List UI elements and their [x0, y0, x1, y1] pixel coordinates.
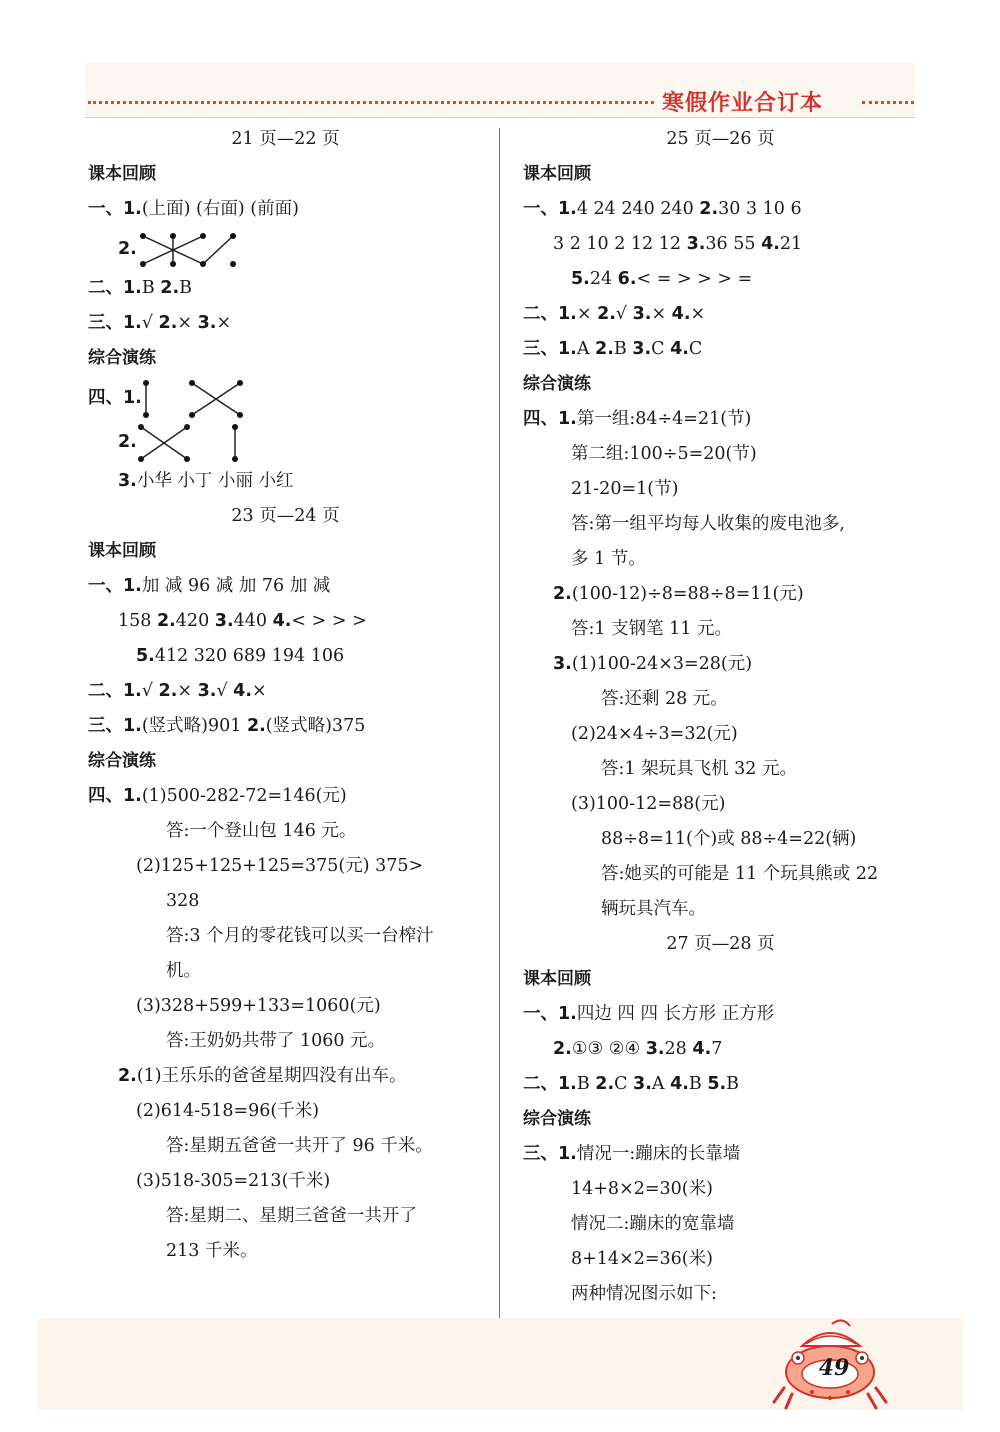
question-number: 4.: [670, 339, 689, 359]
answer-line: [523, 1137, 918, 1172]
answer-text: 答:星期五爸爸一共开了 96 千米。: [166, 1136, 433, 1156]
answer-line: [88, 919, 483, 954]
answer-text: 158: [118, 611, 157, 631]
answer-line: [88, 639, 483, 674]
answer-line: [88, 674, 483, 709]
answer-line: [88, 271, 483, 306]
answer-text: 小华 小丁 小丽 小红: [136, 471, 294, 491]
answer-text: 加 减 96 减 加 76 加 减: [141, 576, 331, 596]
question-number: 二、1.: [523, 304, 577, 324]
answer-text: 36 55: [705, 234, 762, 254]
answer-line: [88, 1094, 483, 1129]
answer-line: [88, 1234, 483, 1269]
answer-line: [88, 849, 483, 884]
answer-text: A: [651, 1074, 671, 1094]
section-heading: 课本回顾: [88, 541, 156, 561]
answer-line: [523, 1172, 918, 1207]
header-dotted-rule-right: [862, 101, 914, 104]
question-number: 三、1.: [523, 339, 577, 359]
answer-line: [523, 577, 918, 612]
answer-line: [523, 1207, 918, 1242]
question-number: 二、1.: [88, 278, 142, 298]
question-number: 3.: [553, 654, 572, 674]
answer-line: [523, 822, 918, 857]
answer-text: B: [613, 339, 633, 359]
answer-text: ×: [576, 304, 598, 324]
answer-text: 两种情况图示如下:: [571, 1284, 717, 1304]
answer-line: [88, 464, 483, 499]
answer-line: [88, 1199, 483, 1234]
question-number: 2.: [595, 1074, 615, 1094]
answer-text: (竖式略)901: [141, 716, 247, 736]
question-number: 3.: [197, 313, 217, 333]
answer-text: (2)24×4÷3=32(元): [571, 724, 738, 744]
answer-line: [88, 1059, 483, 1094]
answer-text: 答:1 架玩具飞机 32 元。: [601, 759, 797, 779]
answer-line: [523, 752, 918, 787]
question-number: 2.: [118, 1066, 137, 1086]
answer-line: [88, 306, 483, 341]
answer-text: √: [141, 313, 159, 333]
answer-text: 答:3 个月的零花钱可以买一台榨汁: [166, 926, 434, 946]
question-number: 2.: [597, 304, 616, 324]
answer-line: [523, 1067, 918, 1102]
question-number: 2.: [160, 278, 180, 298]
answer-text: 辆玩具汽车。: [601, 899, 706, 919]
answer-text: B: [141, 278, 161, 298]
answer-text: 4 24 240 240: [576, 199, 700, 219]
left-column: [88, 122, 483, 1269]
answer-text: (上面) (右面) (前面): [141, 199, 299, 219]
question-number: 3.: [118, 471, 137, 491]
answer-text: < > > >: [291, 611, 367, 631]
answer-line: [523, 1277, 918, 1312]
answer-text: 21: [779, 234, 803, 254]
answer-text: (1)100-24×3=28(元): [571, 654, 753, 674]
question-number: 4.: [761, 234, 780, 254]
answer-text: 328: [166, 891, 200, 911]
answer-text: 3 2 10 2 12 12: [553, 234, 687, 254]
answer-text: 情况一:蹦床的长靠墙: [576, 1144, 741, 1164]
answer-text: 答:星期二、星期三爸爸一共开了: [166, 1206, 417, 1226]
answer-text: 第二组:100÷5=20(节): [571, 444, 757, 464]
answer-line: [523, 682, 918, 717]
answer-line: [88, 779, 483, 814]
answer-text: 30 3 10 6: [718, 199, 802, 219]
question-number: 四、1.: [88, 786, 142, 806]
answer-text: ×: [651, 304, 672, 324]
question-number: 2.: [595, 339, 614, 359]
question-number: 3.: [633, 1074, 652, 1094]
answer-text: (3)518-305=213(千米): [136, 1171, 331, 1191]
question-number: 3.: [632, 304, 652, 324]
answer-text: 440: [233, 611, 273, 631]
diagram-line: [88, 376, 483, 420]
answer-line: [523, 1242, 918, 1277]
question-number: 2.: [118, 239, 137, 259]
question-number: 四、1.: [523, 409, 577, 429]
answer-line: [523, 472, 918, 507]
question-number: 3.: [645, 1039, 665, 1059]
header-underline: [85, 117, 915, 118]
answer-text: A: [576, 339, 596, 359]
answer-text: 213 千米。: [166, 1241, 258, 1261]
answer-text: √: [141, 681, 159, 701]
answer-line: [523, 402, 918, 437]
question-number: 2.: [246, 716, 266, 736]
question-number: 一、1.: [88, 576, 142, 596]
book-title: 寒假作业合订本: [662, 90, 824, 116]
answer-text: C: [614, 1074, 634, 1094]
answer-text: (100-12)÷8=88÷8=11(元): [571, 584, 804, 604]
answer-text: B: [179, 278, 192, 298]
page-range-heading: 25 页—26 页: [666, 129, 775, 149]
question-number: 2.: [699, 199, 719, 219]
answer-line: [523, 507, 918, 542]
answer-text: 答:王奶奶共带了 1060 元。: [166, 1031, 386, 1051]
answer-text: 88÷8=11(个)或 88÷4=22(辆): [601, 829, 857, 849]
answer-text: √: [615, 304, 633, 324]
answer-text: (3)100-12=88(元): [571, 794, 726, 814]
answer-text: (2)125+125+125=375(元) 375>: [136, 856, 424, 876]
answer-text: 420: [175, 611, 215, 631]
answer-text: (2)614-518=96(千米): [136, 1101, 320, 1121]
section-heading: 综合演练: [523, 1109, 591, 1129]
question-number: 4.: [692, 1039, 712, 1059]
answer-line: [523, 857, 918, 892]
matching-diagram-icon: [137, 423, 257, 463]
answer-text: 8+14×2=36(米): [571, 1249, 713, 1269]
section-heading: 综合演练: [88, 751, 156, 771]
column-divider: [499, 128, 500, 1318]
answer-text: 四边 四 四 长方形 正方形: [576, 1004, 775, 1024]
question-number: 4.: [233, 681, 252, 701]
answer-text: ×: [251, 681, 267, 701]
answer-line: [523, 297, 918, 332]
answer-text: 多 1 节。: [571, 549, 646, 569]
answer-text: 第一组:84÷4=21(节): [576, 409, 752, 429]
answer-line: [523, 437, 918, 472]
answer-line: [523, 542, 918, 577]
answer-line: [523, 1032, 918, 1067]
question-number: 2.: [158, 313, 178, 333]
answer-line: [88, 709, 483, 744]
question-number: 2.: [158, 681, 178, 701]
question-number: 2.: [553, 584, 572, 604]
question-number: 5.: [136, 646, 155, 666]
answer-text: 答:还剩 28 元。: [601, 689, 728, 709]
answer-line: [88, 814, 483, 849]
question-number: 二、1.: [88, 681, 142, 701]
answer-line: [523, 647, 918, 682]
answer-text: (1)王乐乐的爸爸星期四没有出车。: [136, 1066, 407, 1086]
answer-text: 答:第一组平均每人收集的废电池多,: [571, 514, 845, 534]
question-number: 2.: [156, 611, 176, 631]
question-number: 4.: [272, 611, 292, 631]
answer-text: ①③ ②④: [571, 1039, 646, 1059]
header-dotted-rule-left: [88, 101, 654, 104]
answer-line: [523, 332, 918, 367]
page-number: 49: [818, 1355, 850, 1381]
question-number: 3.: [686, 234, 706, 254]
section-heading: 课本回顾: [523, 969, 591, 989]
answer-text: B: [688, 1074, 708, 1094]
question-number: 2.: [553, 1039, 572, 1059]
question-number: 一、1.: [523, 199, 577, 219]
answer-line: [523, 997, 918, 1032]
page-range-heading: 23 页—24 页: [231, 506, 340, 526]
answer-text: C: [688, 339, 703, 359]
answer-line: [88, 604, 483, 639]
answer-text: (3)328+599+133=1060(元): [136, 996, 381, 1016]
answer-text: ×: [690, 304, 706, 324]
right-column: [523, 122, 918, 1312]
diagram-line: [88, 227, 483, 271]
question-number: 三、1.: [88, 716, 142, 736]
question-number: 四、1.: [88, 388, 142, 408]
answer-line: [88, 954, 483, 989]
diagram-line: [88, 420, 483, 464]
section-heading: 课本回顾: [88, 164, 156, 184]
section-heading: 综合演练: [523, 374, 591, 394]
question-number: 三、1.: [88, 313, 142, 333]
question-number: 2.: [118, 432, 137, 452]
answer-line: [523, 717, 918, 752]
answer-line: [88, 1164, 483, 1199]
answer-line: [88, 884, 483, 919]
answer-line: [523, 892, 918, 927]
page-range-heading: 21 页—22 页: [231, 129, 340, 149]
answer-text: 14+8×2=30(米): [571, 1179, 713, 1199]
question-number: 三、1.: [523, 1144, 577, 1164]
question-number: 6.: [617, 269, 637, 289]
question-number: 4.: [670, 1074, 689, 1094]
answer-text: ×: [177, 313, 198, 333]
answer-line: [88, 1129, 483, 1164]
section-heading: 课本回顾: [523, 164, 591, 184]
section-heading: 综合演练: [88, 348, 156, 368]
matching-diagram-icon: [142, 379, 262, 419]
answer-text: B: [576, 1074, 596, 1094]
answer-text: 24: [589, 269, 618, 289]
question-number: 3.: [632, 339, 652, 359]
answer-text: < = > > > =: [636, 269, 753, 289]
answer-text: √: [216, 681, 234, 701]
answer-line: [88, 989, 483, 1024]
answer-line: [523, 787, 918, 822]
matching-diagram-icon: [137, 230, 257, 270]
answer-text: 答:她买的可能是 11 个玩具熊或 22: [601, 864, 879, 884]
answer-text: 机。: [166, 961, 201, 981]
answer-line: [88, 569, 483, 604]
question-number: 一、1.: [88, 199, 142, 219]
question-number: 二、1.: [523, 1074, 577, 1094]
question-number: 3.: [214, 611, 234, 631]
question-number: 5.: [571, 269, 590, 289]
answer-line: [523, 192, 918, 227]
page-range-heading: 27 页—28 页: [666, 934, 775, 954]
answer-line: [523, 612, 918, 647]
answer-line: [523, 227, 918, 262]
answer-line: [523, 262, 918, 297]
answer-text: (竖式略)375: [265, 716, 366, 736]
answer-text: 7: [711, 1039, 723, 1059]
answer-text: ×: [216, 313, 232, 333]
answer-text: C: [651, 339, 671, 359]
answer-text: 412 320 689 194 106: [154, 646, 345, 666]
answer-text: (1)500-282-72=146(元): [141, 786, 347, 806]
answer-text: 答:1 支钢笔 11 元。: [571, 619, 732, 639]
question-number: 4.: [671, 304, 691, 324]
question-number: 5.: [707, 1074, 727, 1094]
answer-text: ×: [177, 681, 198, 701]
question-number: 3.: [197, 681, 217, 701]
answer-line: [88, 1024, 483, 1059]
answer-line: [88, 192, 483, 227]
answer-text: 28: [664, 1039, 693, 1059]
question-number: 一、1.: [523, 1004, 577, 1024]
answer-text: 答:一个登山包 146 元。: [166, 821, 357, 841]
answer-text: 情况二:蹦床的宽靠墙: [571, 1214, 735, 1234]
answer-text: B: [726, 1074, 740, 1094]
answer-text: 21-20=1(节): [571, 479, 679, 499]
